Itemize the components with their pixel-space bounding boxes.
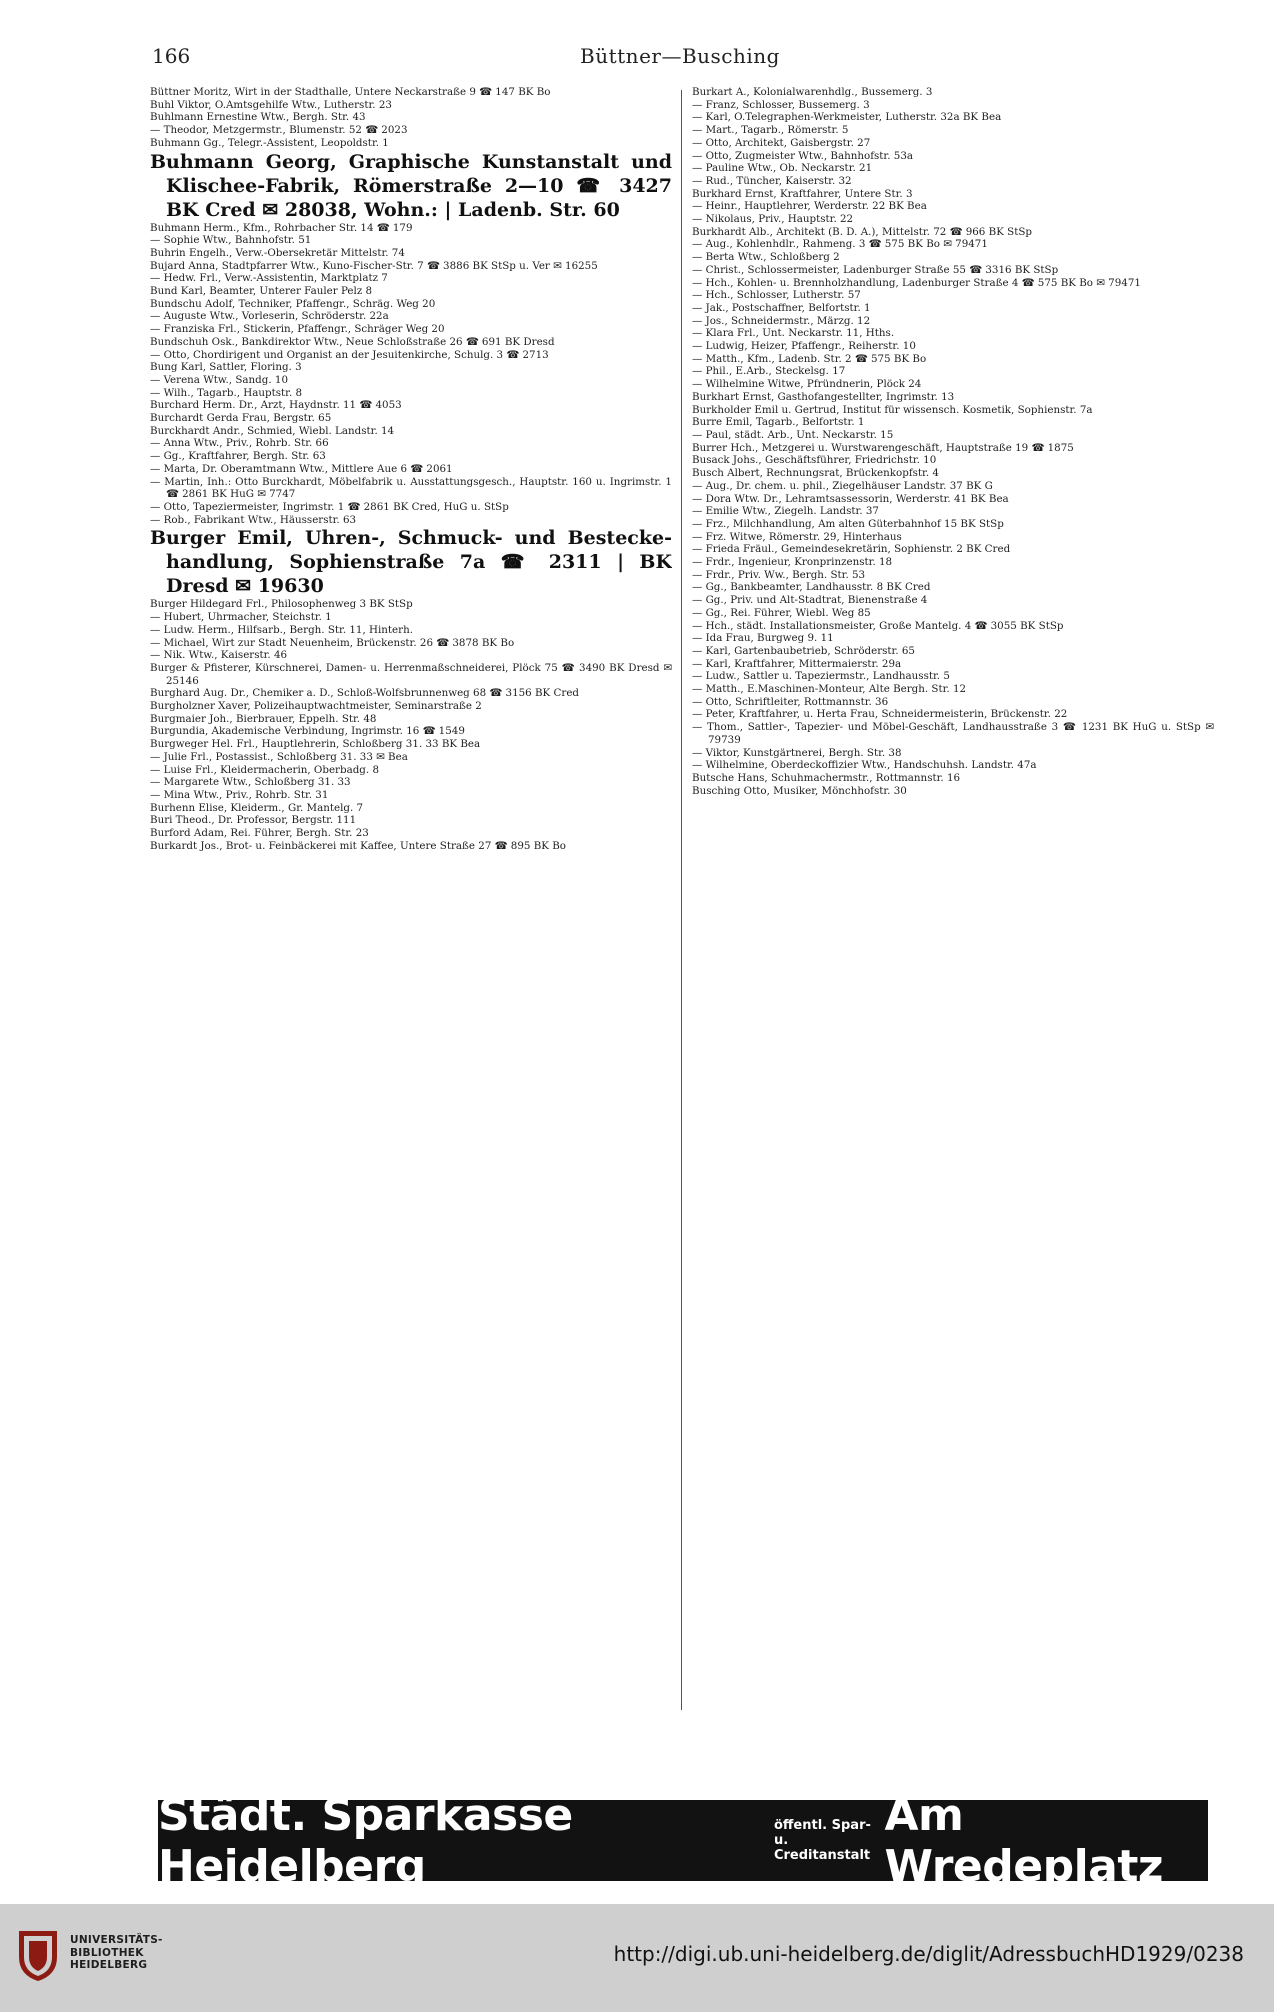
directory-entry: — Gg., Rei. Führer, Wiebl. Weg 85 — [692, 606, 871, 619]
directory-entry: — Mart., Tagarb., Römerstr. 5 — [692, 124, 849, 137]
directory-entry: — Martin, Inh.: Otto Burckhardt, Möbelfabrik u. Ausstattungsgesch., Hauptstr. 160 u. Ingrimstr. 1 ☎ 2861 BK HuG ✉ 7747 — [150, 475, 672, 501]
directory-entry: — Luise Frl., Kleidermacherin, Oberbadg. 8 — [150, 763, 379, 776]
directory-entry: — Emilie Wtw., Ziegelh. Landstr. 37 — [692, 505, 879, 518]
directory-entry: — Christ., Schlossermeister, Ladenburger Straße 55 ☎ 3316 BK StSp — [692, 263, 1059, 276]
directory-entry: — Viktor, Kunstgärtnerei, Bergh. Str. 38 — [692, 746, 902, 759]
library-name-line-3: HEIDELBERG — [70, 1959, 148, 1971]
directory-entry: Buhmann Gg., Telegr.-Assistent, Leopoldstr. 1 — [150, 136, 389, 149]
directory-entry: — Anna Wtw., Priv., Rohrb. Str. 66 — [150, 437, 329, 450]
directory-entry: — Wilhelmine, Oberdeckoffizier Wtw., Handschuhsh. Landstr. 47a — [692, 759, 1037, 772]
directory-entry: Burckhardt Andr., Schmied, Wiebl. Landstr. 14 — [150, 424, 395, 437]
directory-entry: Bujard Anna, Stadtpfarrer Wtw., Kuno-Fischer-Str. 7 ☎ 3886 BK StSp u. Ver ✉ 16255 — [150, 259, 598, 272]
directory-entry: — Ludwig, Heizer, Pfaffengr., Reiherstr. 10 — [692, 340, 916, 353]
directory-entry: Burkholder Emil u. Gertrud, Institut für wissensch. Kosmetik, Sophienstr. 7a — [692, 403, 1093, 416]
directory-entry: Buhrin Engelh., Verw.-Obersekretär Mittelstr. 74 — [150, 246, 405, 259]
directory-entry: — Karl, Kraftfahrer, Mittermaierstr. 29a — [692, 657, 902, 670]
source-url-link[interactable]: http://digi.ub.uni-heidelberg.de/diglit/AdressbuchHD1929/0238 — [613, 1942, 1244, 1966]
directory-entry: — Rob., Fabrikant Wtw., Häusserstr. 63 — [150, 513, 357, 526]
directory-entry: Bund Karl, Beamter, Unterer Fauler Pelz 8 — [150, 285, 373, 298]
directory-entry: — Otto, Chordirigent und Organist an der Jesuitenkirche, Schulg. 3 ☎ 2713 — [150, 348, 549, 361]
directory-entry: Buhl Viktor, O.Amtsgehilfe Wtw., Lutherstr. 23 — [150, 98, 392, 111]
directory-entry: — Hedw. Frl., Verw.-Assistentin, Marktplatz 7 — [150, 272, 388, 285]
directory-entry: — Ludw., Sattler u. Tapeziermstr., Landhausstr. 5 — [692, 670, 950, 683]
directory-entry: — Gg., Kraftfahrer, Bergh. Str. 63 — [150, 450, 326, 463]
directory-entry: — Jak., Postschaffner, Belfortstr. 1 — [692, 301, 871, 314]
directory-entry: — Theodor, Metzgermstr., Blumenstr. 52 ☎ 2023 — [150, 124, 408, 137]
directory-entry: — Verena Wtw., Sandg. 10 — [150, 373, 289, 386]
directory-entry: — Aug., Kohlenhdlr., Rahmeng. 3 ☎ 575 BK Bo ✉ 79471 — [692, 238, 988, 251]
directory-entry: Burkhardt Alb., Architekt (B. D. A.), Mittelstr. 72 ☎ 966 BK StSp — [692, 225, 1032, 238]
directory-entry: — Nik. Wtw., Kaiserstr. 46 — [150, 649, 288, 662]
directory-entry: Burrer Hch., Metzgerei u. Wurstwarengeschäft, Hauptstraße 19 ☎ 1875 — [692, 441, 1074, 454]
directory-entry: Burchardt Gerda Frau, Bergstr. 65 — [150, 412, 332, 425]
directory-entry: — Ludw. Herm., Hilfsarb., Bergh. Str. 11, Hinterh. — [150, 623, 413, 636]
directory-entry: — Franziska Frl., Stickerin, Pfaffengr., Schräger Weg 20 — [150, 323, 445, 336]
advertisement-banner — [158, 1789, 1208, 1892]
directory-entry: — Karl, O.Telegraphen-Werkmeister, Lutherstr. 32a BK Bea — [692, 111, 1002, 124]
directory-entry: Burgholzner Xaver, Polizeihauptwachtmeister, Seminarstraße 2 — [150, 700, 482, 713]
directory-entry: — Sophie Wtw., Bahnhofstr. 51 — [150, 234, 312, 247]
directory-entry: — Hubert, Uhrmacher, Steichstr. 1 — [150, 611, 332, 624]
directory-entry: Busching Otto, Musiker, Mönchhofstr. 30 — [692, 784, 907, 797]
directory-entry: — Karl, Gartenbaubetrieb, Schröderstr. 65 — [692, 644, 915, 657]
directory-entry: Burkart A., Kolonialwarenhdlg., Bussemerg. 3 — [692, 86, 933, 98]
directory-entry: — Paul, städt. Arb., Unt. Neckarstr. 15 — [692, 428, 894, 441]
banner-subtitle-line-2: Creditanstalt — [773, 1848, 871, 1863]
directory-entry: Buhmann Georg, Graphische Kunstanstalt und Klischee-Fabrik, Römerstraße 2—10 ☎ 3427 BK Cred ✉ 28038, Wohn.: | Ladenb. Str. 60 — [150, 150, 672, 221]
directory-entry: — Nikolaus, Priv., Hauptstr. 22 — [692, 213, 854, 226]
directory-entry: — Otto, Zugmeister Wtw., Bahnhofstr. 53a — [692, 149, 914, 162]
directory-entry: — Hch., städt. Installationsmeister, Große Mantelg. 4 ☎ 3055 BK StSp — [692, 619, 1064, 632]
directory-entry: — Gg., Priv. und Alt-Stadtrat, Bienenstraße 4 — [692, 594, 928, 607]
directory-entry: Burger & Pfisterer, Kürschnerei, Damen- u. Herrenmaßschneiderei, Plöck 75 ☎ 3490 BK Dresd ✉ 25146 — [150, 661, 672, 687]
directory-entry: — Dora Wtw. Dr., Lehramtsassessorin, Werderstr. 41 BK Bea — [692, 492, 1009, 505]
directory-entry: — Matth., E.Maschinen-Monteur, Alte Bergh. Str. 12 — [692, 683, 967, 696]
directory-entry: — Mina Wtw., Priv., Rohrb. Str. 31 — [150, 788, 329, 801]
directory-entry: Burkhart Ernst, Gasthofangestellter, Ingrimstr. 13 — [692, 390, 955, 403]
directory-entry: Burkardt Jos., Brot- u. Feinbäckerei mit Kaffee, Untere Straße 27 ☎ 895 BK Bo — [150, 839, 566, 852]
directory-entry: Büttner Moritz, Wirt in der Stadthalle, Untere Neckarstraße 9 ☎ 147 BK Bo — [150, 86, 551, 98]
directory-entry: Burghard Aug. Dr., Chemiker a. D., Schloß-Wolfsbrunnenweg 68 ☎ 3156 BK Cred — [150, 687, 580, 700]
directory-entry: — Frieda Fräul., Gemeindesekretärin, Sophienstr. 2 BK Cred — [692, 543, 1011, 556]
banner-subtitle — [774, 1818, 875, 1863]
directory-entry: Burgundia, Akademische Verbindung, Ingrimstr. 16 ☎ 1549 — [150, 725, 465, 738]
library-name — [70, 1934, 163, 1972]
directory-entry: Burgweger Hel. Frl., Hauptlehrerin, Schloßberg 31. 33 BK Bea — [150, 738, 481, 751]
viewer-footer — [0, 1904, 1274, 2012]
directory-entry: — Franz, Schlosser, Bussemerg. 3 — [692, 98, 870, 111]
directory-entry: Burger Hildegard Frl., Philosophenweg 3 BK StSp — [150, 598, 413, 611]
directory-entry: — Michael, Wirt zur Stadt Neuenheim, Brückenstr. 26 ☎ 3878 BK Bo — [150, 636, 515, 649]
directory-entry: — Thom., Sattler-, Tapezier- und Möbel-Geschäft, Landhausstraße 3 ☎ 1231 BK HuG u. StSp ✉ 79739 — [692, 721, 1214, 746]
directory-entry: Butsche Hans, Schuhmachermstr., Rottmannstr. 16 — [692, 771, 961, 784]
directory-entry: — Margarete Wtw., Schloßberg 31. 33 — [150, 776, 351, 789]
directory-entry: — Klara Frl., Unt. Neckarstr. 11, Hths. — [692, 327, 895, 340]
directory-entry: — Wilh., Tagarb., Hauptstr. 8 — [150, 386, 303, 399]
directory-entry: Burre Emil, Tagarb., Belfortstr. 1 — [692, 416, 865, 429]
page-header — [150, 40, 1210, 74]
directory-entry: — Frz., Milchhandlung, Am alten Güterbahnhof 15 BK StSp — [692, 517, 1004, 530]
directory-entry: — Gg., Bankbeamter, Landhausstr. 8 BK Cred — [692, 581, 931, 594]
directory-entry: Bung Karl, Sattler, Floring. 3 — [150, 361, 302, 374]
page-number: 166 — [152, 44, 191, 68]
directory-entry: — Heinr., Hauptlehrer, Werderstr. 22 BK Bea — [692, 200, 927, 213]
directory-entry: — Rud., Tüncher, Kaiserstr. 32 — [692, 174, 852, 187]
directory-entry: — Marta, Dr. Oberamtmann Wtw., Mittlere Aue 6 ☎ 2061 — [150, 462, 453, 475]
directory-entry: — Jos., Schneidermstr., Märzg. 12 — [692, 314, 871, 327]
directory-entry: — Ida Frau, Burgweg 9. 11 — [692, 632, 834, 645]
directory-entry: Bundschu Adolf, Techniker, Pfaffengr., Schräg. Weg 20 — [150, 297, 436, 310]
directory-entry: — Matth., Kfm., Ladenb. Str. 2 ☎ 575 BK Bo — [692, 352, 927, 365]
library-name-line-2: BIBLIOTHEK — [70, 1946, 144, 1959]
directory-entry: Burgmaier Joh., Bierbrauer, Eppelh. Str. 48 — [150, 712, 377, 725]
directory-columns — [150, 86, 1214, 1720]
banner-location: Am Wredeplatz — [884, 1789, 1164, 1892]
directory-entry: — Wilhelmine Witwe, Pfründnerin, Plöck 24 — [692, 378, 922, 391]
banner-subtitle-line-1: öffentl. Spar- u. — [773, 1818, 871, 1848]
directory-entry: — Peter, Kraftfahrer, u. Herta Frau, Schneidermeisterin, Brückenstr. 22 — [692, 708, 1068, 721]
directory-entry: — Pauline Wtw., Ob. Neckarstr. 21 — [692, 162, 873, 175]
directory-entry: — Frdr., Ingenieur, Kronprinzenstr. 18 — [692, 556, 893, 569]
directory-entry: Burford Adam, Rei. Führer, Bergh. Str. 23 — [150, 827, 369, 840]
directory-entry: Busch Albert, Rechnungsrat, Brückenkopfstr. 4 — [692, 467, 939, 480]
directory-entry: — Frz. Witwe, Römerstr. 29, Hinterhaus — [692, 530, 902, 543]
directory-entry: — Otto, Schriftleiter, Rottmannstr. 36 — [692, 695, 889, 708]
directory-entry: — Otto, Architekt, Gaisbergstr. 27 — [692, 136, 871, 149]
banner-bank-name: Städt. Sparkasse Heidelberg — [158, 1789, 573, 1892]
directory-entry: — Otto, Tapeziermeister, Ingrimstr. 1 ☎ 2861 BK Cred, HuG u. StSp — [150, 500, 509, 513]
directory-entry: — Hch., Schlosser, Lutherstr. 57 — [692, 289, 861, 302]
directory-entry: — Julie Frl., Postassist., Schloßberg 31. 33 ✉ Bea — [150, 750, 408, 763]
directory-entry: — Aug., Dr. chem. u. phil., Ziegelhäuser Landstr. 37 BK G — [692, 479, 993, 492]
running-head: Büttner—Busching — [580, 44, 780, 68]
column-divider — [681, 90, 682, 1710]
directory-entry: Buhlmann Ernestine Wtw., Bergh. Str. 43 — [150, 111, 366, 124]
university-library-crest-icon — [15, 1927, 61, 1983]
directory-entry: — Frdr., Priv. Ww., Bergh. Str. 53 — [692, 568, 866, 581]
directory-entry: — Hch., Kohlen- u. Brennholzhandlung, Ladenburger Straße 4 ☎ 575 BK Bo ✉ 79471 — [692, 276, 1141, 289]
directory-entry: Bundschuh Osk., Bankdirektor Wtw., Neue Schloßstraße 26 ☎ 691 BK Dresd — [150, 335, 555, 348]
directory-entry: Buhmann Herm., Kfm., Rohrbacher Str. 14 ☎ 179 — [150, 221, 413, 234]
directory-entry: Burhenn Elise, Kleiderm., Gr. Mantelg. 7 — [150, 801, 364, 814]
left-column — [150, 86, 672, 1720]
directory-entry: — Phil., E.Arb., Steckelsg. 17 — [692, 365, 846, 378]
directory-entry: Burchard Herm. Dr., Arzt, Haydnstr. 11 ☎ 4053 — [150, 399, 402, 412]
directory-entry: Buri Theod., Dr. Professor, Bergstr. 111 — [150, 814, 357, 827]
right-column — [692, 86, 1214, 1720]
directory-entry: Busack Johs., Geschäftsführer, Friedrichstr. 10 — [692, 454, 937, 467]
directory-entry: Burkhard Ernst, Kraftfahrer, Untere Str. 3 — [692, 187, 913, 200]
directory-entry: Burger Emil, Uhren-, Schmuck- und Bestecke-handlung, Sophienstraße 7a ☎ 2311 | BK Dresd ✉ 19630 — [150, 527, 672, 598]
directory-entry: — Auguste Wtw., Vorleserin, Schröderstr. 22a — [150, 310, 389, 323]
library-name-line-1: UNIVERSITÄTS- — [70, 1934, 163, 1946]
directory-entry: — Berta Wtw., Schloßberg 2 — [692, 251, 840, 264]
